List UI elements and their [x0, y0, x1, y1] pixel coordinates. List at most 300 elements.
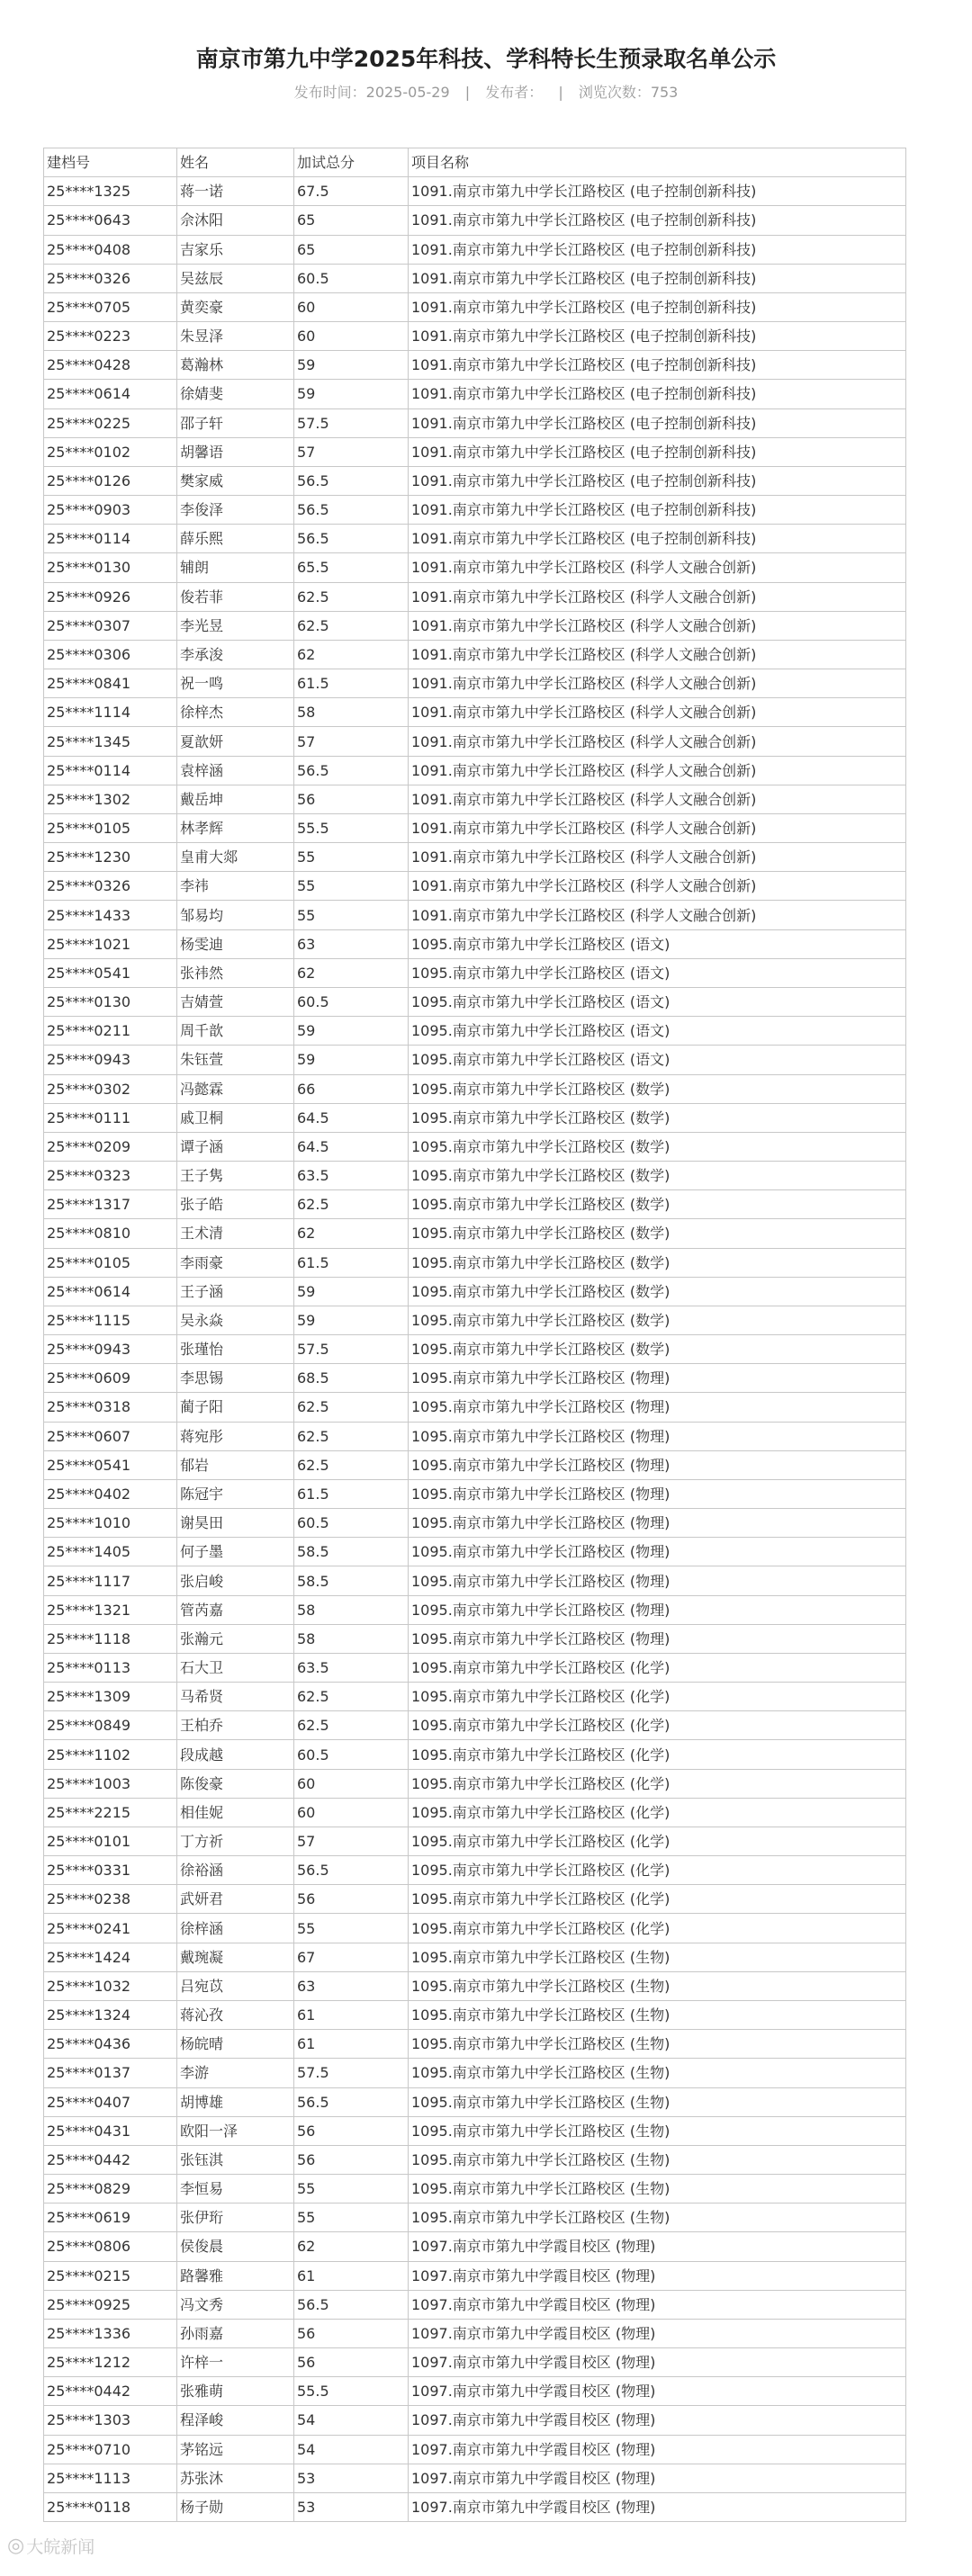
cell-score: 56.5 — [294, 525, 409, 553]
cell-name: 李恒易 — [177, 2175, 294, 2204]
cell-score: 56.5 — [294, 466, 409, 495]
cell-project: 1097.南京市第九中学霞目校区 (物理) — [409, 2261, 906, 2290]
cell-file-no: 25****0407 — [44, 2087, 177, 2116]
publish-time: 发布时间：2025-05-29 — [293, 84, 450, 101]
cell-score: 62 — [294, 1219, 409, 1248]
cell-project: 1095.南京市第九中学长江路校区 (数学) — [409, 1277, 906, 1306]
cell-name: 何子墨 — [177, 1538, 294, 1566]
table-row — [44, 437, 906, 466]
table-header-row — [44, 148, 906, 177]
cell-name: 李雨豪 — [177, 1248, 294, 1277]
cell-file-no: 25****0428 — [44, 351, 177, 380]
cell-file-no: 25****1118 — [44, 1624, 177, 1653]
cell-score: 62.5 — [294, 582, 409, 611]
cell-project: 1095.南京市第九中学长江路校区 (化学) — [409, 1769, 906, 1798]
table-row — [44, 2232, 906, 2261]
cell-file-no: 25****0442 — [44, 2377, 177, 2406]
table-row — [44, 1450, 906, 1479]
cell-name: 管芮嘉 — [177, 1595, 294, 1624]
cell-name: 李俊泽 — [177, 496, 294, 525]
table-row — [44, 1393, 906, 1422]
table-row — [44, 1653, 906, 1682]
cell-project: 1095.南京市第九中学长江路校区 (化学) — [409, 1914, 906, 1943]
table-row — [44, 1306, 906, 1334]
cell-score: 56.5 — [294, 496, 409, 525]
table-row — [44, 1769, 906, 1798]
table-row — [44, 1277, 906, 1306]
cell-project: 1095.南京市第九中学长江路校区 (物理) — [409, 1364, 906, 1393]
cell-file-no: 25****0614 — [44, 380, 177, 408]
cell-file-no: 25****0114 — [44, 525, 177, 553]
cell-score: 64.5 — [294, 1132, 409, 1161]
cell-project: 1091.南京市第九中学长江路校区 (电子控制创新科技) — [409, 408, 906, 437]
table-row — [44, 322, 906, 351]
cell-score: 62 — [294, 2232, 409, 2261]
table-row — [44, 2001, 906, 2030]
cell-project: 1091.南京市第九中学长江路校区 (电子控制创新科技) — [409, 322, 906, 351]
table-row — [44, 408, 906, 437]
cell-name: 王子隽 — [177, 1162, 294, 1190]
cell-project: 1097.南京市第九中学霞目校区 (物理) — [409, 2290, 906, 2319]
table-row — [44, 2087, 906, 2116]
cell-file-no: 25****1102 — [44, 1740, 177, 1769]
cell-name: 吉家乐 — [177, 235, 294, 264]
table-row — [44, 756, 906, 785]
cell-name: 王子涵 — [177, 1277, 294, 1306]
table-row — [44, 1103, 906, 1132]
meta-separator: | — [464, 84, 471, 101]
table-row — [44, 2145, 906, 2174]
cell-score: 53 — [294, 2492, 409, 2521]
cell-file-no: 25****0408 — [44, 235, 177, 264]
cell-project: 1095.南京市第九中学长江路校区 (数学) — [409, 1335, 906, 1364]
cell-name: 张钰淇 — [177, 2145, 294, 2174]
cell-name: 薛乐熙 — [177, 525, 294, 553]
table-row — [44, 2261, 906, 2290]
cell-name: 杨雯迪 — [177, 929, 294, 958]
cell-score: 63 — [294, 1971, 409, 2000]
cell-file-no: 25****0111 — [44, 1103, 177, 1132]
cell-name: 程泽峻 — [177, 2406, 294, 2435]
header-file-no: 建档号 — [44, 148, 177, 177]
cell-score: 63 — [294, 929, 409, 958]
cell-project: 1095.南京市第九中学长江路校区 (化学) — [409, 1856, 906, 1885]
cell-score: 59 — [294, 1277, 409, 1306]
cell-name: 蒋沁孜 — [177, 2001, 294, 2030]
publisher: 发布者： — [485, 84, 544, 101]
table-row — [44, 987, 906, 1016]
cell-score: 60 — [294, 1798, 409, 1827]
table-row — [44, 1074, 906, 1103]
cell-score: 67 — [294, 1943, 409, 1971]
cell-file-no: 25****0318 — [44, 1393, 177, 1422]
table-row — [44, 698, 906, 727]
cell-name: 谢昊田 — [177, 1509, 294, 1538]
cell-score: 53 — [294, 2464, 409, 2492]
cell-score: 61 — [294, 2030, 409, 2059]
cell-score: 56 — [294, 2116, 409, 2145]
cell-score: 62.5 — [294, 1683, 409, 1711]
table-row — [44, 1943, 906, 1971]
cell-score: 56 — [294, 2319, 409, 2347]
cell-file-no: 25****0118 — [44, 2492, 177, 2521]
cell-score: 55.5 — [294, 2377, 409, 2406]
cell-name: 石大卫 — [177, 1653, 294, 1682]
table-row — [44, 2175, 906, 2204]
table-row — [44, 2204, 906, 2232]
cell-file-no: 25****0306 — [44, 640, 177, 669]
cell-file-no: 25****0903 — [44, 496, 177, 525]
cell-project: 1095.南京市第九中学长江路校区 (化学) — [409, 1827, 906, 1855]
cell-project: 1091.南京市第九中学长江路校区 (科学人文融合创新) — [409, 698, 906, 727]
cell-file-no: 25****1325 — [44, 177, 177, 206]
table-row — [44, 1509, 906, 1538]
cell-score: 55 — [294, 2204, 409, 2232]
cell-project: 1091.南京市第九中学长江路校区 (电子控制创新科技) — [409, 496, 906, 525]
table-row — [44, 1885, 906, 1914]
cell-project: 1095.南京市第九中学长江路校区 (化学) — [409, 1711, 906, 1740]
header-score: 加试总分 — [294, 148, 409, 177]
cell-score: 56 — [294, 2145, 409, 2174]
cell-name: 武妍君 — [177, 1885, 294, 1914]
cell-score: 62.5 — [294, 1422, 409, 1450]
cell-score: 57 — [294, 727, 409, 756]
cell-score: 60 — [294, 292, 409, 321]
cell-file-no: 25****0810 — [44, 1219, 177, 1248]
table-row — [44, 1971, 906, 2000]
cell-score: 56.5 — [294, 2087, 409, 2116]
cell-file-no: 25****1321 — [44, 1595, 177, 1624]
cell-name: 孙雨嘉 — [177, 2319, 294, 2347]
table-row — [44, 264, 906, 292]
cell-project: 1095.南京市第九中学长江路校区 (生物) — [409, 2145, 906, 2174]
cell-score: 61 — [294, 2001, 409, 2030]
cell-file-no: 25****0302 — [44, 1074, 177, 1103]
cell-project: 1097.南京市第九中学霞目校区 (物理) — [409, 2348, 906, 2377]
cell-file-no: 25****1433 — [44, 901, 177, 929]
cell-score: 56 — [294, 785, 409, 813]
cell-project: 1095.南京市第九中学长江路校区 (数学) — [409, 1248, 906, 1277]
cell-project: 1091.南京市第九中学长江路校区 (科学人文融合创新) — [409, 669, 906, 698]
cell-file-no: 25****0238 — [44, 1885, 177, 1914]
cell-project: 1091.南京市第九中学长江路校区 (科学人文融合创新) — [409, 640, 906, 669]
cell-project: 1091.南京市第九中学长江路校区 (电子控制创新科技) — [409, 525, 906, 553]
cell-score: 59 — [294, 1306, 409, 1334]
table-row — [44, 351, 906, 380]
cell-name: 苏张沐 — [177, 2464, 294, 2492]
cell-name: 吕宛苡 — [177, 1971, 294, 2000]
cell-project: 1091.南京市第九中学长江路校区 (科学人文融合创新) — [409, 582, 906, 611]
cell-score: 57.5 — [294, 2059, 409, 2087]
cell-project: 1095.南京市第九中学长江路校区 (化学) — [409, 1683, 906, 1711]
cell-name: 袁梓涵 — [177, 756, 294, 785]
cell-name: 皇甫大郯 — [177, 843, 294, 872]
cell-score: 57.5 — [294, 408, 409, 437]
cell-project: 1095.南京市第九中学长江路校区 (生物) — [409, 2087, 906, 2116]
cell-project: 1095.南京市第九中学长江路校区 (生物) — [409, 2001, 906, 2030]
table-row — [44, 1914, 906, 1943]
cell-project: 1091.南京市第九中学长江路校区 (电子控制创新科技) — [409, 466, 906, 495]
cell-name: 路馨雅 — [177, 2261, 294, 2290]
cell-file-no: 25****1336 — [44, 2319, 177, 2347]
cell-score: 64.5 — [294, 1103, 409, 1132]
cell-name: 陈冠宇 — [177, 1479, 294, 1508]
cell-file-no: 25****0101 — [44, 1827, 177, 1855]
cell-project: 1091.南京市第九中学长江路校区 (科学人文融合创新) — [409, 727, 906, 756]
cell-name: 李光昱 — [177, 611, 294, 640]
cell-project: 1095.南京市第九中学长江路校区 (生物) — [409, 2030, 906, 2059]
cell-score: 60 — [294, 322, 409, 351]
cell-project: 1091.南京市第九中学长江路校区 (电子控制创新科技) — [409, 177, 906, 206]
cell-file-no: 25****0925 — [44, 2290, 177, 2319]
cell-score: 60.5 — [294, 987, 409, 1016]
cell-file-no: 25****1003 — [44, 1769, 177, 1798]
cell-name: 徐梓杰 — [177, 698, 294, 727]
cell-score: 63.5 — [294, 1653, 409, 1682]
cell-file-no: 25****1212 — [44, 2348, 177, 2377]
cell-project: 1091.南京市第九中学长江路校区 (科学人文融合创新) — [409, 611, 906, 640]
cell-name: 郁岩 — [177, 1450, 294, 1479]
cell-project: 1095.南京市第九中学长江路校区 (数学) — [409, 1132, 906, 1161]
cell-project: 1091.南京市第九中学长江路校区 (电子控制创新科技) — [409, 264, 906, 292]
cell-name: 辅朗 — [177, 553, 294, 582]
cell-project: 1095.南京市第九中学长江路校区 (语文) — [409, 958, 906, 987]
cell-project: 1095.南京市第九中学长江路校区 (生物) — [409, 1971, 906, 2000]
table-row — [44, 2348, 906, 2377]
cell-project: 1091.南京市第九中学长江路校区 (电子控制创新科技) — [409, 351, 906, 380]
table-row — [44, 496, 906, 525]
cell-score: 57.5 — [294, 1335, 409, 1364]
cell-file-no: 25****0926 — [44, 582, 177, 611]
cell-name: 朱昱泽 — [177, 322, 294, 351]
table-row — [44, 2116, 906, 2145]
cell-project: 1091.南京市第九中学长江路校区 (科学人文融合创新) — [409, 872, 906, 901]
cell-file-no: 25****0806 — [44, 2232, 177, 2261]
cell-score: 59 — [294, 1046, 409, 1074]
cell-score: 68.5 — [294, 1364, 409, 1393]
cell-file-no: 25****0442 — [44, 2145, 177, 2174]
cell-score: 57 — [294, 437, 409, 466]
cell-score: 55 — [294, 901, 409, 929]
cell-file-no: 25****0431 — [44, 2116, 177, 2145]
cell-project: 1091.南京市第九中学长江路校区 (科学人文融合创新) — [409, 785, 906, 813]
cell-name: 俊若菲 — [177, 582, 294, 611]
table-row — [44, 1683, 906, 1711]
table-row — [44, 727, 906, 756]
cell-file-no: 25****0943 — [44, 1046, 177, 1074]
cell-score: 62 — [294, 958, 409, 987]
table-body — [44, 177, 906, 2522]
cell-score: 62.5 — [294, 1190, 409, 1219]
cell-project: 1091.南京市第九中学长江路校区 (电子控制创新科技) — [409, 380, 906, 408]
cell-project: 1091.南京市第九中学长江路校区 (科学人文融合创新) — [409, 843, 906, 872]
cell-project: 1091.南京市第九中学长江路校区 (电子控制创新科技) — [409, 292, 906, 321]
cell-name: 夏歆妍 — [177, 727, 294, 756]
cell-name: 张祎然 — [177, 958, 294, 987]
cell-file-no: 25****0710 — [44, 2435, 177, 2464]
cell-file-no: 25****0607 — [44, 1422, 177, 1450]
cell-project: 1091.南京市第九中学长江路校区 (科学人文融合创新) — [409, 553, 906, 582]
cell-name: 林孝辉 — [177, 813, 294, 842]
cell-score: 58 — [294, 1595, 409, 1624]
cell-project: 1091.南京市第九中学长江路校区 (电子控制创新科技) — [409, 437, 906, 466]
meta-separator: | — [558, 84, 563, 101]
cell-name: 李思锡 — [177, 1364, 294, 1393]
cell-score: 55.5 — [294, 813, 409, 842]
cell-project: 1095.南京市第九中学长江路校区 (化学) — [409, 1740, 906, 1769]
cell-score: 55 — [294, 872, 409, 901]
table-row — [44, 2319, 906, 2347]
cell-score: 62 — [294, 640, 409, 669]
cell-score: 56 — [294, 2348, 409, 2377]
table-row — [44, 1566, 906, 1595]
cell-score: 62.5 — [294, 1711, 409, 1740]
cell-score: 60 — [294, 1769, 409, 1798]
cell-project: 1091.南京市第九中学长江路校区 (电子控制创新科技) — [409, 235, 906, 264]
cell-file-no: 25****0402 — [44, 1479, 177, 1508]
cell-name: 朱钰萱 — [177, 1046, 294, 1074]
cell-file-no: 25****1345 — [44, 727, 177, 756]
table-row — [44, 2406, 906, 2435]
cell-name: 马希贤 — [177, 1683, 294, 1711]
cell-file-no: 25****0705 — [44, 292, 177, 321]
camera-logo-icon: ◎ — [7, 2535, 25, 2557]
cell-name: 樊家威 — [177, 466, 294, 495]
cell-file-no: 25****0323 — [44, 1162, 177, 1190]
header-project: 项目名称 — [409, 148, 906, 177]
cell-name: 邹易均 — [177, 901, 294, 929]
table-row — [44, 1162, 906, 1190]
cell-project: 1095.南京市第九中学长江路校区 (物理) — [409, 1566, 906, 1595]
cell-project: 1095.南京市第九中学长江路校区 (物理) — [409, 1450, 906, 1479]
cell-score: 65 — [294, 206, 409, 235]
table-row — [44, 2059, 906, 2087]
cell-name: 周千歆 — [177, 1017, 294, 1046]
cell-name: 胡博雄 — [177, 2087, 294, 2116]
cell-project: 1095.南京市第九中学长江路校区 (语文) — [409, 929, 906, 958]
table-row — [44, 1364, 906, 1393]
cell-file-no: 25****0130 — [44, 553, 177, 582]
cell-name: 张启峻 — [177, 1566, 294, 1595]
cell-file-no: 25****1424 — [44, 1943, 177, 1971]
cell-name: 茅铭远 — [177, 2435, 294, 2464]
page-title: 南京市第九中学2025年科技、学科特长生预录取名单公示 — [195, 46, 777, 72]
cell-name: 张雅萌 — [177, 2377, 294, 2406]
cell-name: 蒋宛彤 — [177, 1422, 294, 1450]
table-row — [44, 380, 906, 408]
cell-file-no: 25****1032 — [44, 1971, 177, 2000]
article-header — [0, 0, 972, 135]
table-row — [44, 1422, 906, 1450]
cell-name: 冯懿霖 — [177, 1074, 294, 1103]
cell-name: 欧阳一泽 — [177, 2116, 294, 2145]
cell-score: 58.5 — [294, 1566, 409, 1595]
cell-score: 62.5 — [294, 611, 409, 640]
cell-name: 李游 — [177, 2059, 294, 2087]
cell-name: 段成越 — [177, 1740, 294, 1769]
cell-project: 1095.南京市第九中学长江路校区 (数学) — [409, 1074, 906, 1103]
cell-score: 55 — [294, 1914, 409, 1943]
cell-score: 56 — [294, 1885, 409, 1914]
table-row — [44, 1190, 906, 1219]
table-row — [44, 1856, 906, 1885]
table-row — [44, 1017, 906, 1046]
cell-score: 60.5 — [294, 1509, 409, 1538]
cell-name: 王柏乔 — [177, 1711, 294, 1740]
cell-file-no: 25****0225 — [44, 408, 177, 437]
table-row — [44, 1046, 906, 1074]
table-row — [44, 958, 906, 987]
cell-name: 戚卫桐 — [177, 1103, 294, 1132]
cell-name: 蒋一诺 — [177, 177, 294, 206]
cell-file-no: 25****0943 — [44, 1335, 177, 1364]
cell-name: 杨皖晴 — [177, 2030, 294, 2059]
cell-file-no: 25****0130 — [44, 987, 177, 1016]
cell-project: 1095.南京市第九中学长江路校区 (物理) — [409, 1479, 906, 1508]
cell-file-no: 25****1405 — [44, 1538, 177, 1566]
table-row — [44, 1827, 906, 1855]
table-row — [44, 2492, 906, 2521]
table-row — [44, 1219, 906, 1248]
table-row — [44, 1624, 906, 1653]
cell-project: 1091.南京市第九中学长江路校区 (科学人文融合创新) — [409, 813, 906, 842]
cell-project: 1095.南京市第九中学长江路校区 (语文) — [409, 1017, 906, 1046]
cell-name: 蔺子阳 — [177, 1393, 294, 1422]
cell-file-no: 25****1230 — [44, 843, 177, 872]
table-row — [44, 582, 906, 611]
cell-file-no: 25****1115 — [44, 1306, 177, 1334]
cell-score: 61.5 — [294, 1479, 409, 1508]
cell-score: 61 — [294, 2261, 409, 2290]
cell-project: 1097.南京市第九中学霞目校区 (物理) — [409, 2464, 906, 2492]
cell-project: 1095.南京市第九中学长江路校区 (生物) — [409, 2059, 906, 2087]
cell-name: 徐婧斐 — [177, 380, 294, 408]
cell-file-no: 25****0137 — [44, 2059, 177, 2087]
cell-file-no: 25****0841 — [44, 669, 177, 698]
table-row — [44, 901, 906, 929]
article-meta — [0, 81, 972, 102]
cell-project: 1091.南京市第九中学长江路校区 (科学人文融合创新) — [409, 756, 906, 785]
table-row — [44, 2030, 906, 2059]
cell-project: 1095.南京市第九中学长江路校区 (化学) — [409, 1798, 906, 1827]
cell-project: 1095.南京市第九中学长江路校区 (语文) — [409, 1046, 906, 1074]
cell-project: 1095.南京市第九中学长江路校区 (数学) — [409, 1306, 906, 1334]
cell-file-no: 25****0326 — [44, 264, 177, 292]
cell-project: 1095.南京市第九中学长江路校区 (化学) — [409, 1653, 906, 1682]
watermark — [7, 2534, 94, 2558]
cell-name: 张瀚元 — [177, 1624, 294, 1653]
cell-file-no: 25****0643 — [44, 206, 177, 235]
table-row — [44, 669, 906, 698]
cell-name: 戴岳坤 — [177, 785, 294, 813]
cell-name: 侯俊晨 — [177, 2232, 294, 2261]
cell-name: 张伊珩 — [177, 2204, 294, 2232]
table-row — [44, 177, 906, 206]
cell-score: 59 — [294, 351, 409, 380]
cell-name: 张子皓 — [177, 1190, 294, 1219]
cell-name: 祝一鸣 — [177, 669, 294, 698]
table-row — [44, 872, 906, 901]
table-row — [44, 785, 906, 813]
table-row — [44, 553, 906, 582]
cell-score: 62.5 — [294, 1450, 409, 1479]
table-row — [44, 1479, 906, 1508]
cell-file-no: 25****0614 — [44, 1277, 177, 1306]
cell-name: 李承浚 — [177, 640, 294, 669]
cell-project: 1095.南京市第九中学长江路校区 (生物) — [409, 1943, 906, 1971]
cell-score: 56.5 — [294, 756, 409, 785]
cell-score: 55 — [294, 2175, 409, 2204]
